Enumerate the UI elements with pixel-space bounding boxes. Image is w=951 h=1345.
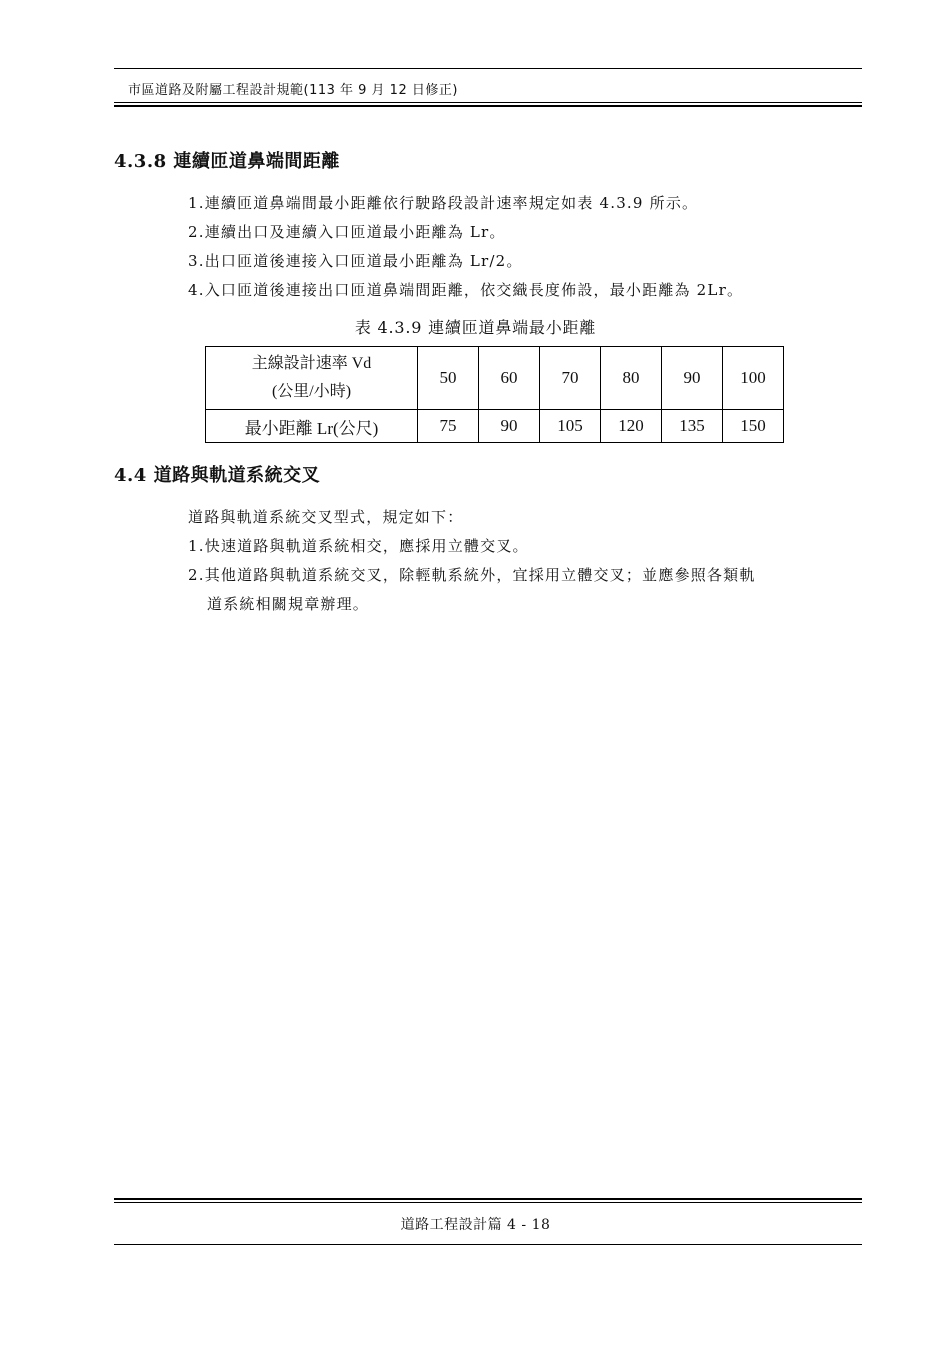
min-distance-label: 最小距離 Lr(公尺): [206, 410, 418, 443]
list-item: 2.連續出口及連續入口匝道最小距離為 Lr。: [188, 223, 506, 241]
list-item: 1.連續匝道鼻端間最小距離依行駛路段設計速率規定如表 4.3.9 所示。: [188, 194, 699, 212]
list-item: 1.快速道路與軌道系統相交，應採用立體交叉。: [188, 537, 529, 555]
table-cell: 75: [418, 410, 479, 443]
page-number: 道路工程設計篇 4 - 18: [400, 1217, 551, 1233]
footer-top-rule-thick: [114, 1198, 862, 1200]
header-title: 市區道路及附屬工程設計規範(113 年 9 月 12 日修正): [128, 83, 458, 98]
table-cell: 100: [723, 347, 784, 410]
design-speed-unit: (公里/小時): [271, 383, 352, 400]
table-header-cell: [206, 347, 418, 410]
table-cell: 150: [723, 410, 784, 443]
table-cell: 90: [479, 410, 540, 443]
table-row: [206, 410, 784, 443]
list-item-continuation: 道系統相關規章辦理。: [207, 595, 370, 613]
table-cell: 60: [479, 347, 540, 410]
section-title-4-3-8: 4.3.8 連續匝道鼻端間距離: [114, 151, 340, 172]
table-cell: 120: [601, 410, 662, 443]
min-distance-table: [205, 346, 784, 443]
design-speed-label: 主線設計速率 Vd: [251, 355, 372, 372]
section-intro: 道路與軌道系統交叉型式，規定如下：: [188, 508, 464, 526]
table-cell: 70: [540, 347, 601, 410]
table-cell: 80: [601, 347, 662, 410]
header-top-rule: [114, 68, 862, 69]
table-cell: 135: [662, 410, 723, 443]
header-bottom-rule-thick: [114, 105, 862, 107]
section-title-4-4: 4.4 道路與軌道系統交叉: [114, 465, 321, 486]
list-item: 4.入口匝道後連接出口匝道鼻端間距離，依交織長度佈設，最小距離為 2Lr。: [188, 281, 744, 299]
table-cell: 105: [540, 410, 601, 443]
table-cell: 50: [418, 347, 479, 410]
list-item: 3.出口匝道後連接入口匝道最小距離為 Lr/2。: [188, 252, 523, 270]
header-bottom-rule-thin: [114, 102, 862, 103]
footer-top-rule-thin: [114, 1202, 862, 1203]
footer-bottom-rule: [114, 1244, 862, 1245]
table-cell: 90: [662, 347, 723, 410]
table-row: [206, 347, 784, 410]
table-caption: 表 4.3.9 連續匝道鼻端最小距離: [354, 318, 597, 337]
list-item: 2.其他道路與軌道系統交叉，除輕軌系統外，宜採用立體交叉；並應參照各類軌: [188, 566, 756, 584]
